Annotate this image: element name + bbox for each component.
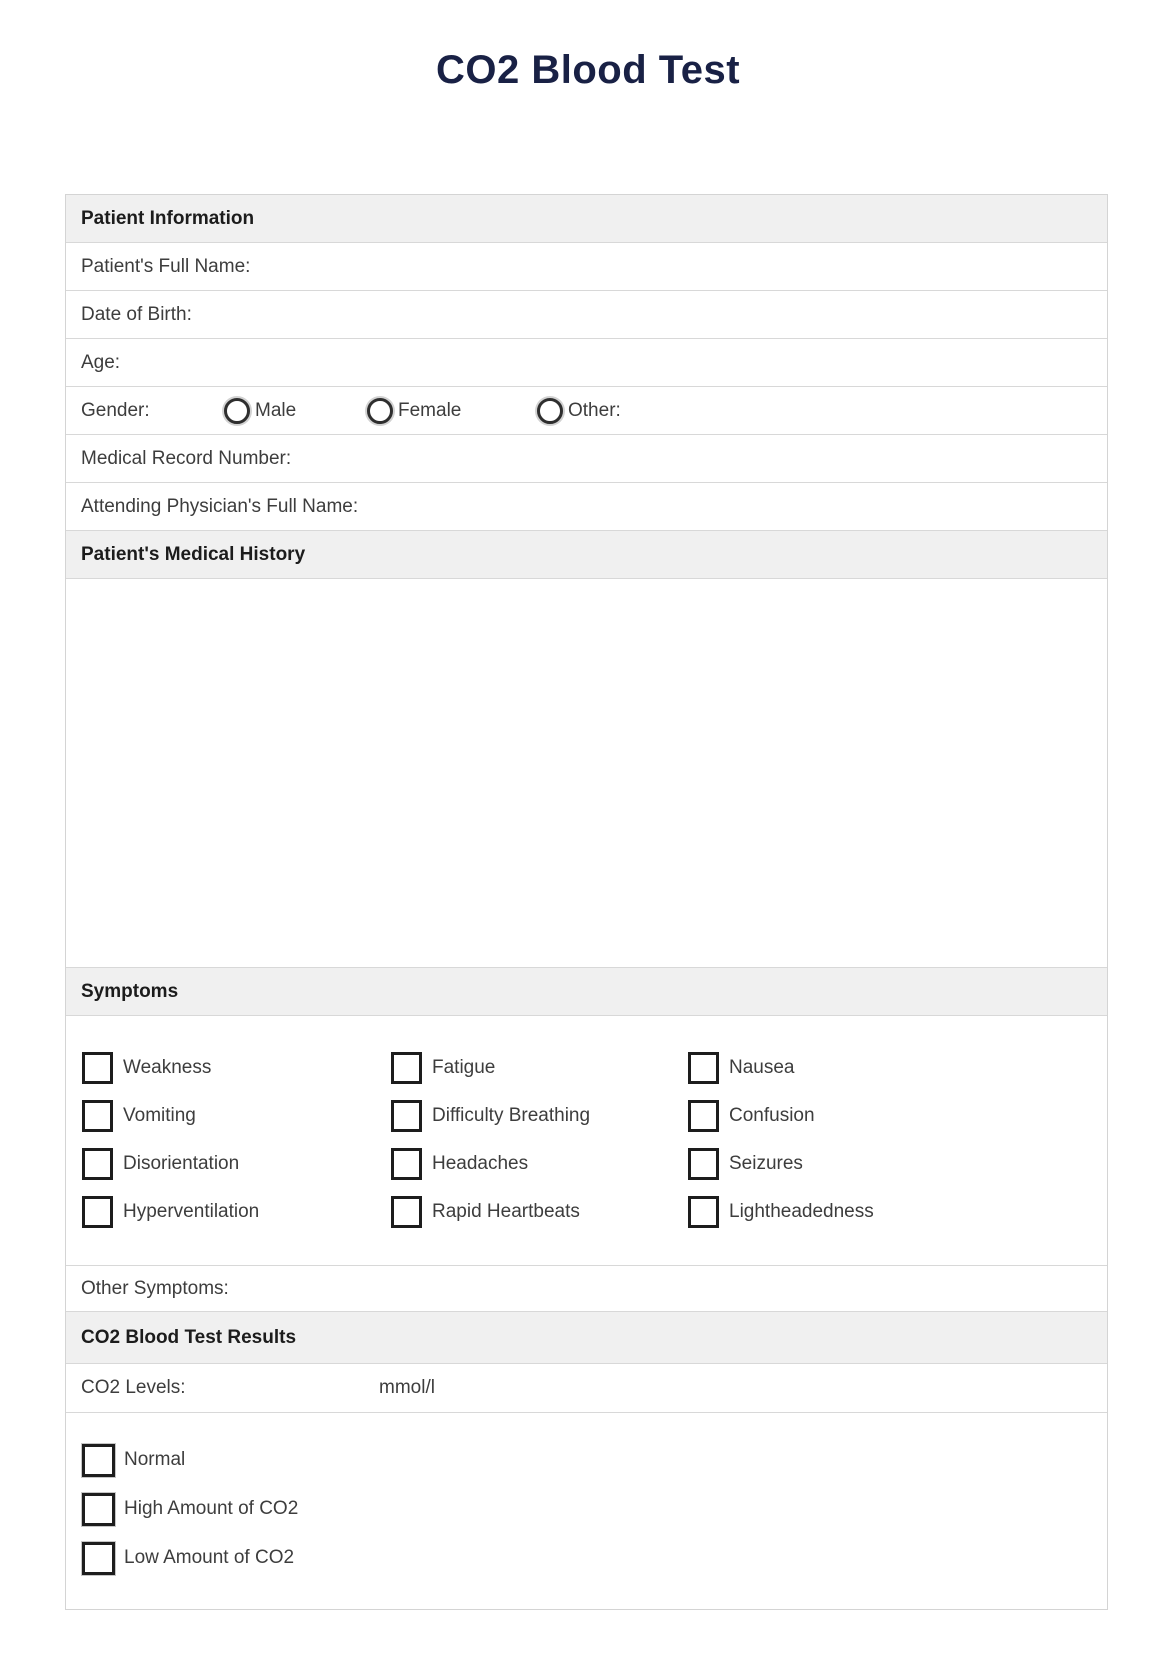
symptom-item-confusion <box>688 1100 1107 1132</box>
section-header-patient-information <box>66 195 1107 243</box>
co2-levels-unit: mmol/l <box>379 1377 435 1398</box>
patient-full-name-field[interactable] <box>66 243 1107 291</box>
other-radio-button[interactable] <box>537 398 563 424</box>
checkbox-fatigue-label: Fatigue <box>432 1056 496 1078</box>
checkbox-hyperventilation-label: Hyperventilation <box>123 1200 260 1222</box>
symptom-item-difficulty-breathing <box>391 1100 688 1132</box>
result-item-normal <box>82 1443 1107 1477</box>
checkbox-seizures[interactable] <box>688 1148 719 1180</box>
gender-field <box>66 387 1107 435</box>
checkbox-vomiting-label: Vomiting <box>123 1104 196 1126</box>
symptom-item-seizures <box>688 1148 1107 1180</box>
gender-option-female <box>367 387 461 434</box>
gender-option-male <box>224 387 296 434</box>
medical-history-input-area[interactable] <box>66 579 1107 968</box>
attending-physician-field[interactable] <box>66 483 1107 531</box>
checkbox-lightheadedness-label: Lightheadedness <box>729 1200 874 1222</box>
symptom-item-weakness <box>82 1052 391 1084</box>
medical-record-number-label: Medical Record Number: <box>81 447 292 469</box>
co2-results-checkbox-list <box>66 1413 1107 1609</box>
checkbox-normal-label: Normal <box>124 1449 186 1470</box>
checkbox-hyperventilation[interactable] <box>82 1196 113 1228</box>
checkbox-headaches-label: Headaches <box>432 1152 529 1174</box>
checkbox-nausea[interactable] <box>688 1052 719 1084</box>
symptom-item-rapid-heartbeats <box>391 1196 688 1228</box>
medical-history-header-label: Patient's Medical History <box>81 543 306 565</box>
symptoms-header-label: Symptoms <box>81 980 179 1002</box>
attending-physician-label: Attending Physician's Full Name: <box>81 495 359 517</box>
checkbox-fatigue[interactable] <box>391 1052 422 1084</box>
co2-results-header-label: CO2 Blood Test Results <box>81 1326 297 1348</box>
checkbox-difficulty-breathing-label: Difficulty Breathing <box>432 1104 591 1126</box>
age-field[interactable] <box>66 339 1107 387</box>
other-radio-label: Other: <box>568 399 621 421</box>
checkbox-seizures-label: Seizures <box>729 1152 803 1174</box>
section-header-medical-history <box>66 531 1107 579</box>
symptom-item-headaches <box>391 1148 688 1180</box>
checkbox-weakness-label: Weakness <box>123 1056 212 1078</box>
co2-blood-test-form <box>65 194 1108 1610</box>
checkbox-lightheadedness[interactable] <box>688 1196 719 1228</box>
symptoms-checkbox-grid <box>66 1016 1107 1266</box>
patient-full-name-label: Patient's Full Name: <box>81 255 251 277</box>
checkbox-confusion-label: Confusion <box>729 1104 815 1126</box>
checkbox-headaches[interactable] <box>391 1148 422 1180</box>
checkbox-normal[interactable] <box>82 1444 115 1477</box>
symptom-item-nausea <box>688 1052 1107 1084</box>
other-symptoms-field[interactable] <box>66 1266 1107 1312</box>
symptom-item-fatigue <box>391 1052 688 1084</box>
symptom-item-hyperventilation <box>82 1196 391 1228</box>
gender-option-other <box>537 387 621 434</box>
age-label: Age: <box>81 351 121 373</box>
checkbox-confusion[interactable] <box>688 1100 719 1132</box>
symptom-item-lightheadedness <box>688 1196 1107 1228</box>
female-radio-label: Female <box>398 399 462 421</box>
checkbox-low-amount-of-co2-label: Low Amount of CO2 <box>124 1547 295 1568</box>
symptom-item-vomiting <box>82 1100 391 1132</box>
male-radio-button[interactable] <box>224 398 250 424</box>
checkbox-rapid-heartbeats[interactable] <box>391 1196 422 1228</box>
date-of-birth-field[interactable] <box>66 291 1107 339</box>
patient-information-header-label: Patient Information <box>81 207 255 229</box>
checkbox-disorientation[interactable] <box>82 1148 113 1180</box>
other-symptoms-label: Other Symptoms: <box>81 1277 229 1299</box>
co2-levels-field[interactable] <box>66 1364 1107 1413</box>
co2-levels-label: CO2 Levels: <box>81 1377 186 1398</box>
checkbox-nausea-label: Nausea <box>729 1056 795 1078</box>
checkbox-high-amount-of-co2-label: High Amount of CO2 <box>124 1498 299 1519</box>
checkbox-low-amount-of-co2[interactable] <box>82 1542 115 1575</box>
medical-record-number-field[interactable] <box>66 435 1107 483</box>
result-item-low-co2 <box>82 1541 1107 1575</box>
page-title: CO2 Blood Test <box>435 48 741 92</box>
checkbox-vomiting[interactable] <box>82 1100 113 1132</box>
female-radio-button[interactable] <box>367 398 393 424</box>
section-header-symptoms <box>66 968 1107 1016</box>
checkbox-difficulty-breathing[interactable] <box>391 1100 422 1132</box>
result-item-high-co2 <box>82 1492 1107 1526</box>
section-header-co2-results <box>66 1312 1107 1364</box>
checkbox-weakness[interactable] <box>82 1052 113 1084</box>
date-of-birth-label: Date of Birth: <box>81 303 192 325</box>
checkbox-rapid-heartbeats-label: Rapid Heartbeats <box>432 1200 580 1222</box>
gender-label: Gender: <box>81 399 150 421</box>
checkbox-disorientation-label: Disorientation <box>123 1152 240 1174</box>
checkbox-high-amount-of-co2[interactable] <box>82 1493 115 1526</box>
symptom-item-disorientation <box>82 1148 391 1180</box>
male-radio-label: Male <box>255 399 297 421</box>
